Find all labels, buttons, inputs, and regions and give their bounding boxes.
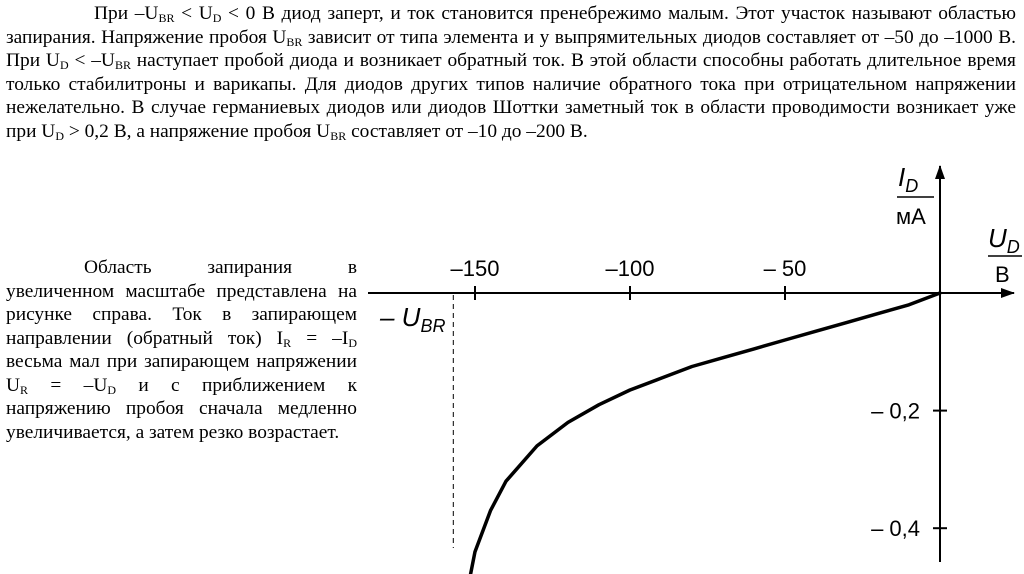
top-paragraph — [6, 2, 1016, 143]
subscript: D — [348, 335, 357, 350]
text-run: составляет от –10 до –200 В. — [346, 120, 588, 142]
left-paragraph — [6, 256, 357, 444]
text-run: < U — [174, 3, 213, 24]
text-run: и с приближением к напряжению пробоя сначала медленно увеличивается, а затем резко возрастает. — [6, 374, 357, 443]
subscript: R — [283, 335, 292, 350]
y-axis-unit: мА — [896, 204, 926, 229]
y-tick-label: – 0,2 — [871, 398, 920, 424]
text-run: = –I — [291, 327, 349, 349]
text-run: зависит от типа элемента и у выпрямительных диодов составляет от –50 до –1000 В. При U — [6, 26, 1017, 71]
text-run: = –U — [28, 374, 108, 396]
x-tick-label: –100 — [605, 256, 655, 281]
subscript: D — [59, 58, 69, 72]
text-run: весьма мал при запирающем напряжении U — [6, 351, 357, 396]
subscript: D — [55, 128, 64, 143]
text-run: > 0,2 В, а напряжение пробоя U — [63, 120, 331, 142]
subscript: BR — [114, 58, 131, 72]
x-axis-unit: В — [995, 262, 1010, 287]
x-axis-title — [988, 223, 1022, 287]
text-run: Область запирания в увеличенном масштабе представлена на рисунке справа. Ток в запирающем направлении (обратный ток) I — [6, 257, 357, 349]
subscript: R — [20, 382, 29, 397]
subscript: D — [212, 11, 222, 25]
breakdown-label-main: – U — [380, 302, 421, 332]
x-tick-label: – 50 — [763, 256, 807, 281]
text-run: < –U — [68, 50, 115, 71]
x-axis-label-sub: D — [1006, 237, 1020, 257]
x-axis-label-main: U — [988, 223, 1007, 253]
y-axis-label-main: I — [898, 162, 906, 192]
subscript: BR — [286, 34, 303, 49]
y-axis-label-sub: D — [905, 176, 919, 196]
x-axis-label — [988, 223, 1020, 257]
text-run: При –U — [94, 3, 159, 24]
y-axis-title — [896, 162, 934, 229]
x-axis — [368, 223, 1022, 300]
text-run: < 0 В диод заперт, и ток становится пренебрежимо малым. Этот участок называют областью запирания. Напряжение пробоя U — [6, 3, 1016, 48]
text-run: наступает пробой диода и возникает обратный ток. В этой области способны работать длительное время только стабилитроны и варикапы. Для диодов других типов наличие обратного тока при отрицательном напряжении нежелательно. В случае германиевых диодов или диодов Шоттки заметный ток в области проводимости возникает уже при U — [6, 50, 1016, 142]
x-tick-label: –150 — [450, 256, 500, 281]
subscript: D — [107, 382, 116, 397]
y-tick-label: – 0,4 — [871, 516, 920, 542]
subscript: BR — [158, 11, 175, 25]
breakdown-label-sub: BR — [420, 316, 446, 336]
y-axis — [871, 162, 947, 574]
series-line — [455, 293, 940, 574]
top-paragraph-text — [6, 3, 1016, 142]
subscript: BR — [330, 128, 347, 143]
y-axis-label — [898, 162, 918, 196]
breakdown-voltage-label — [379, 302, 445, 336]
